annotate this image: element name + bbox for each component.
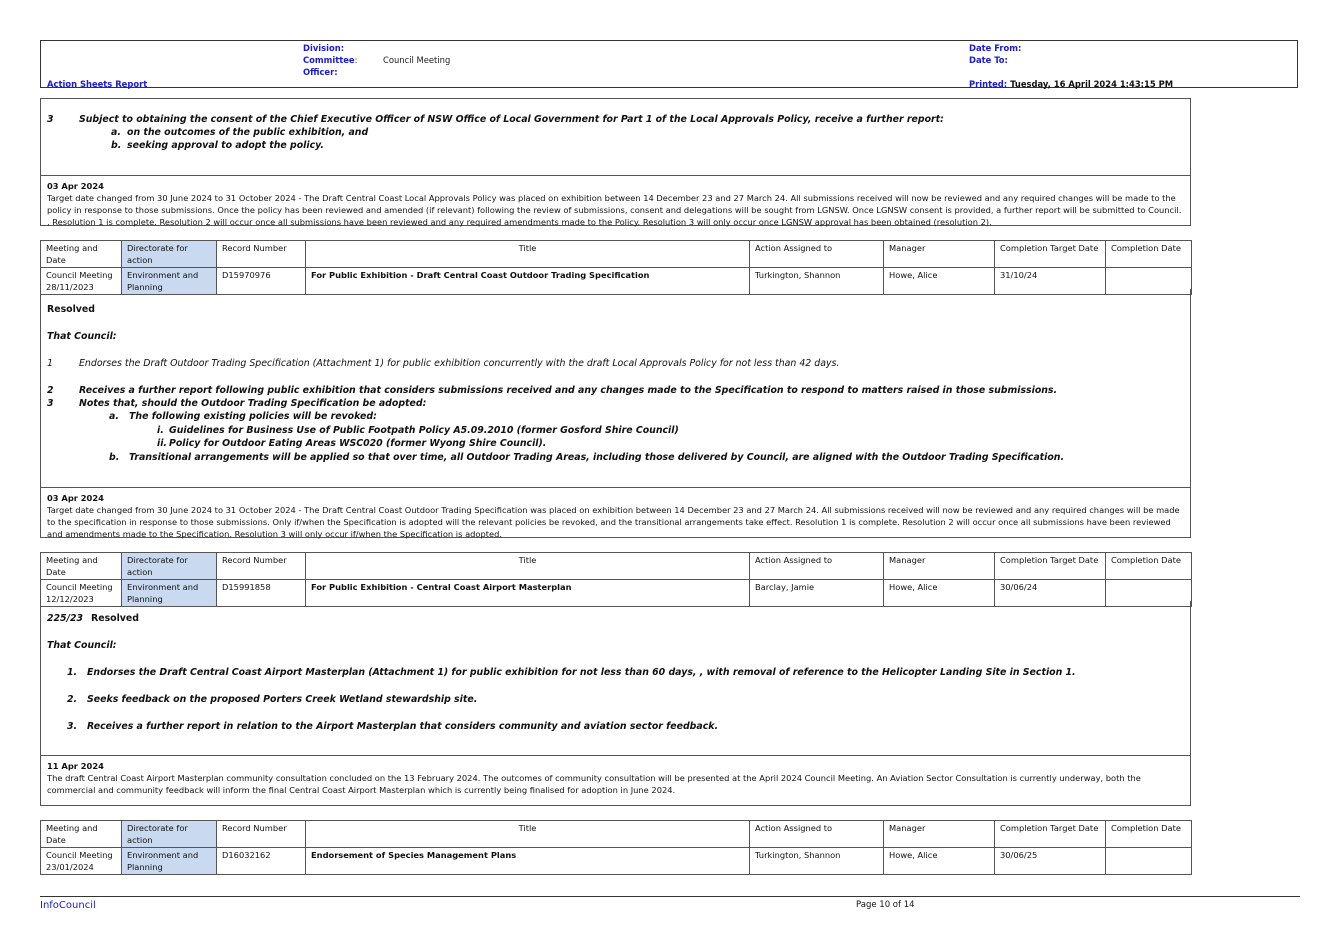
col-manager: Manager [884, 821, 995, 848]
resolution-3-number: 3. [67, 721, 78, 732]
note-date: 03 Apr 2024 [47, 493, 104, 503]
col-directorate: Directorate for action [122, 553, 217, 580]
resolution-block-2 [40, 289, 1191, 488]
col-manager: Manager [884, 553, 995, 580]
sub-ii-marker: ii. [157, 438, 167, 449]
manager-cell: Howe, Alice [884, 580, 995, 607]
directorate-cell: Environment and Planning [122, 848, 217, 875]
infocouncil-link[interactable]: InfoCouncil [40, 900, 96, 911]
title-cell: For Public Exhibition - Central Coast Airport Masterplan [306, 580, 750, 607]
progress-note-3 [40, 756, 1191, 806]
col-meeting: Meeting and Date [41, 241, 122, 268]
col-directorate: Directorate for action [122, 241, 217, 268]
resolved-heading: Resolved [47, 304, 95, 315]
resolution-2-text: Seeks feedback on the proposed Porters Creek Wetland stewardship site. [87, 694, 478, 705]
report-header [40, 40, 1298, 88]
note-date: 11 Apr 2024 [47, 761, 104, 771]
sub-ii-text: Policy for Outdoor Eating Areas WSC020 (former Wyong Shire Council). [169, 438, 547, 449]
resolution-1-number: 1 [47, 358, 53, 369]
col-assigned: Action Assigned to [750, 241, 884, 268]
resolution-1-number: 1. [67, 667, 78, 678]
col-completion: Completion Date [1106, 553, 1192, 580]
col-meeting: Meeting and Date [41, 821, 122, 848]
division-label: Division: [303, 43, 345, 53]
record-cell: D16032162 [217, 848, 306, 875]
page-number: Page 10 of 14 [856, 900, 915, 910]
col-record: Record Number [217, 553, 306, 580]
col-assigned: Action Assigned to [750, 821, 884, 848]
resolution-3-number: 3 [47, 398, 54, 409]
col-record: Record Number [217, 821, 306, 848]
date-to-label: Date To: [969, 55, 1008, 65]
printed-label: Printed: Tuesday, 16 April 2024 1:43:15 PM [969, 79, 1174, 89]
title-cell: For Public Exhibition - Draft Central Coast Outdoor Trading Specification [306, 268, 750, 295]
record-cell: D15991858 [217, 580, 306, 607]
sub-a-marker: a. [109, 411, 119, 422]
resolution-block-3 [40, 601, 1191, 756]
directorate-cell: Environment and Planning [122, 268, 217, 295]
col-directorate: Directorate for action [122, 821, 217, 848]
title-cell: Endorsement of Species Management Plans [306, 848, 750, 875]
action-table-1 [40, 240, 1192, 295]
sub-a-text: on the outcomes of the public exhibition, and [127, 127, 369, 138]
action-table-3 [40, 820, 1192, 875]
col-title: Title [306, 553, 750, 580]
col-target: Completion Target Date [995, 821, 1106, 848]
note-text: Target date changed from 30 June 2024 to 31 October 2024 - The Draft Central Coast Outdoor Trading Specification was placed on exhibition between 14 December 23 and 27 March 24. All submissions received will now be reviewed and any required changes will be made to the specification in response to those submissions. Only if/when the Specification is adopted will the relevant policies be revoked, and the transitional arrangements take effect. Resolution 1 is complete. Resolution 2 will occur once all submissions have been reviewed and amendments made to the Specification. Resolution 3 will only occur if/when the Specification is adopted. [47, 505, 1180, 539]
col-completion: Completion Date [1106, 241, 1192, 268]
assigned-cell: Barclay, Jamie [750, 580, 884, 607]
meeting-cell: Council Meeting 23/01/2024 [41, 848, 122, 875]
sub-i-text: Guidelines for Business Use of Public Footpath Policy A5.09.2010 (former Gosford Shire Council) [169, 425, 679, 436]
meeting-cell: Council Meeting 28/11/2023 [41, 268, 122, 295]
col-target: Completion Target Date [995, 553, 1106, 580]
sub-b-text: Transitional arrangements will be applied so that over time, all Outdoor Trading Areas, including those delivered by Council, are aligned with the Outdoor Trading Specification. [129, 452, 1065, 463]
target-cell: 30/06/25 [995, 848, 1106, 875]
col-completion: Completion Date [1106, 821, 1192, 848]
col-record: Record Number [217, 241, 306, 268]
committee-label: Committee: [303, 55, 358, 65]
resolution-3-text: Receives a further report in relation to the Airport Masterplan that considers community and aviation sector feedback. [87, 721, 719, 732]
date-from-label: Date From: [969, 43, 1022, 53]
progress-note-1 [40, 176, 1191, 226]
table-header-row [41, 241, 1192, 268]
manager-cell: Howe, Alice [884, 848, 995, 875]
resolved-heading: Resolved [91, 613, 139, 624]
record-cell: D15970976 [217, 268, 306, 295]
col-meeting: Meeting and Date [41, 553, 122, 580]
table-header-row [41, 821, 1192, 848]
assigned-cell: Turkington, Shannon [750, 268, 884, 295]
note-text: Target date changed from 30 June 2024 to 31 October 2024 - The Draft Central Coast Local Approvals Policy was placed on exhibition between 14 December 23 and 27 March 24. All submissions received will now be reviewed and any required changes will be made to the policy in response to those submissions. Once the policy has been reviewed and amended (if relevant) following the review of submissions, consent and delegations will be sought from LGNSW. Once LGNSW consent is provided, a further report will be submitted to Council. , Resolution 1 is complete. Resolution 2 will occur once all submissions have been reviewed and any required amendments made to the Policy. Resolution 3 will only occur once LGNSW approval has been obtained (resolution 2). [47, 193, 1182, 227]
resolution-3-text: Notes that, should the Outdoor Trading Specification be adopted: [79, 398, 427, 409]
col-title: Title [306, 241, 750, 268]
report-title: Action Sheets Report [47, 79, 148, 89]
printed-value: Tuesday, 16 April 2024 1:43:15 PM [1010, 79, 1174, 89]
col-target: Completion Target Date [995, 241, 1106, 268]
table-header-row [41, 553, 1192, 580]
that-council-heading: That Council: [47, 331, 117, 342]
note-text: The draft Central Coast Airport Masterplan community consultation concluded on the 13 February 2024. The outcomes of community consultation will be presented at the April 2024 Council Meeting. An Aviation Sector Consultation is currently underway, both the commercial and community feedback will inform the final Central Coast Airport Masterplan which is currently being finalised for adoption in June 2024. [47, 773, 1141, 795]
sub-a-text: The following existing policies will be revoked: [129, 411, 377, 422]
action-table-2 [40, 552, 1192, 607]
manager-cell: Howe, Alice [884, 268, 995, 295]
assigned-cell: Turkington, Shannon [750, 848, 884, 875]
col-manager: Manager [884, 241, 995, 268]
item-text: Subject to obtaining the consent of the Chief Executive Officer of NSW Office of Local Government for Part 1 of the Local Approvals Policy, receive a further report: [79, 114, 944, 125]
resolution-2-number: 2 [47, 385, 54, 396]
that-council-heading: That Council: [47, 640, 117, 651]
completion-cell [1106, 848, 1192, 875]
page-footer [40, 896, 1300, 911]
resolution-2-number: 2. [67, 694, 78, 705]
committee-value: Council Meeting [383, 55, 451, 65]
meeting-cell: Council Meeting 12/12/2023 [41, 580, 122, 607]
target-cell: 30/06/24 [995, 580, 1106, 607]
note-date: 03 Apr 2024 [47, 181, 104, 191]
target-cell: 31/10/24 [995, 268, 1106, 295]
resolution-1-text: Endorses the Draft Outdoor Trading Specification (Attachment 1) for public exhibition concurrently with the draft Local Approvals Policy for not less than 42 days. [79, 358, 840, 369]
officer-label: Officer: [303, 67, 338, 77]
item-number: 3 [47, 114, 54, 125]
sub-a-marker: a. [111, 127, 121, 138]
sub-b-text: seeking approval to adopt the policy. [127, 140, 324, 151]
resolution-block-1 [40, 98, 1191, 176]
resolution-2-text: Receives a further report following public exhibition that considers submissions received and any changes made to the Specification to respond to matters raised in those submissions. [79, 385, 1058, 396]
resolution-number: 225/23 [47, 613, 84, 624]
sub-i-marker: i. [157, 425, 164, 436]
resolution-1-text: Endorses the Draft Central Coast Airport Masterplan (Attachment 1) for public exhibition for not less than 60 days, , with removal of reference to the Helicopter Landing Site in Section 1. [87, 667, 1076, 678]
sub-b-marker: b. [111, 140, 122, 151]
col-title: Title [306, 821, 750, 848]
col-assigned: Action Assigned to [750, 553, 884, 580]
directorate-cell: Environment and Planning [122, 580, 217, 607]
table-row [41, 848, 1192, 875]
sub-b-marker: b. [109, 452, 120, 463]
progress-note-2 [40, 488, 1191, 538]
